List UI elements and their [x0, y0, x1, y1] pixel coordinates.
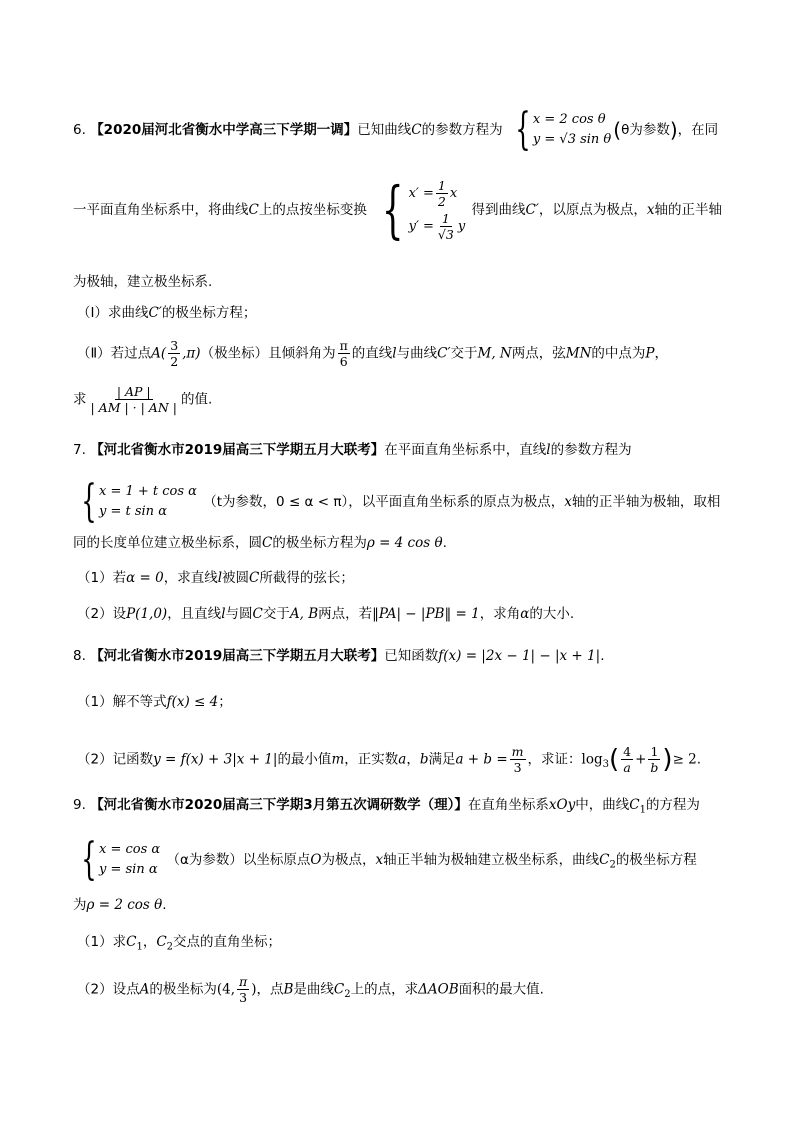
text: 面积的最大值.	[458, 981, 544, 998]
math-var: C	[333, 981, 345, 998]
text: 与曲线	[396, 345, 438, 362]
math-var: C	[599, 852, 610, 868]
text: （Ⅰ）求曲线	[77, 305, 149, 321]
text: 求	[73, 391, 87, 408]
q6-ask	[73, 384, 733, 415]
q6-part1	[77, 303, 737, 323]
numerator: 3	[170, 338, 179, 353]
q7-line2	[73, 476, 733, 527]
math-var: C	[156, 934, 167, 950]
numerator: 1	[650, 744, 659, 759]
denominator: 3	[239, 990, 248, 1005]
q9-part2	[77, 974, 737, 1005]
q7-line3	[73, 533, 733, 553]
brace: {	[382, 173, 404, 246]
text: ，在同	[677, 122, 719, 138]
text: 交于	[450, 345, 478, 362]
math-var: O	[310, 852, 322, 868]
question-source: 【河北省衡水市2019届高三下学期五月大联考】	[90, 442, 385, 458]
text: 与圆	[225, 606, 253, 622]
text: 两点，弦	[511, 345, 566, 362]
text: （Ⅱ）若过点	[77, 345, 152, 362]
text: ，点	[256, 981, 284, 998]
text: 两点，若	[318, 606, 373, 622]
text: 的参数方程为	[421, 122, 503, 138]
numerator: 1	[441, 211, 450, 226]
subscript: 2	[609, 859, 616, 871]
text: .	[696, 751, 702, 768]
text: 的极坐标为	[149, 981, 217, 998]
text: 所截得的弦长；	[259, 570, 354, 586]
text: （1）若	[77, 570, 127, 586]
text: .	[162, 897, 167, 913]
q9-line3	[73, 895, 733, 915]
math-expr: (4,	[216, 981, 235, 998]
text: 的极坐标方程	[615, 852, 697, 868]
text: 轴正半轴为极轴建立极坐标系，曲线	[383, 852, 600, 868]
numerator: 1	[437, 178, 446, 193]
math-var: C	[252, 606, 263, 622]
subscript: 2	[344, 989, 351, 1001]
q9-line2	[73, 834, 733, 885]
text: 上的点，求	[350, 981, 419, 998]
text: 一平面直角坐标系中，将曲线	[73, 202, 249, 218]
parametric-system	[75, 834, 161, 885]
system-row: x = 2 cos θ	[532, 112, 606, 127]
paren: )	[669, 118, 678, 142]
text: 轴的正半轴	[654, 202, 723, 218]
question-source: 【河北省衡水市2019届高三下学期五月大联考】	[90, 648, 385, 664]
text: （1）解不等式	[77, 694, 167, 710]
math-var: MN	[565, 345, 592, 362]
text: 同的长度单位建立极坐标系，圆	[73, 535, 262, 551]
text: 上的点按坐标变换	[258, 202, 367, 218]
denominator: √3	[437, 227, 454, 242]
math-expr: ,π)	[182, 345, 201, 362]
math-func: log	[581, 751, 603, 768]
text: 在平面直角坐标系中，直线	[384, 442, 547, 458]
q6-line1	[73, 104, 733, 155]
text: ，	[142, 934, 157, 950]
q7-part2	[77, 604, 737, 624]
math-expr: ΔAOB	[418, 981, 459, 998]
math-var: l	[221, 606, 226, 622]
text: 中，曲线	[575, 797, 630, 813]
numerator: π	[239, 974, 248, 989]
text: 是曲线	[293, 981, 334, 998]
denominator: 2	[437, 194, 446, 209]
denominator: a	[623, 760, 631, 775]
text: 的直线	[351, 345, 393, 362]
text: 的最小值	[277, 751, 332, 768]
math-expr: )	[251, 981, 257, 998]
math-expr: y = f(x) + 3|x + 1|	[153, 751, 278, 768]
text: 已知曲线	[357, 122, 412, 138]
text: ；	[218, 694, 232, 710]
brace: {	[515, 104, 531, 155]
denominator: 2	[170, 354, 179, 369]
math-var: P	[645, 345, 655, 362]
text: 满足	[428, 751, 456, 768]
text: ，以平面直角坐标系的原点为极点，	[348, 494, 565, 510]
text: ，以原点为极点，	[538, 202, 647, 218]
paren: )	[662, 744, 673, 775]
text: （2）设点	[77, 981, 140, 998]
math-var: x	[564, 494, 572, 510]
question-number: 9.	[73, 797, 86, 813]
math-var: M, N	[477, 345, 512, 362]
text: ，正实数	[344, 751, 399, 768]
question-source: 【河北省衡水市2020届高三下学期3月第五次调研数学（理）】	[90, 797, 468, 813]
math-var: B	[283, 981, 294, 998]
math-var: C	[629, 797, 640, 813]
math-var: C	[249, 570, 260, 586]
denominator: 3	[513, 760, 522, 775]
param-note: （t为参数，0 ≤ α < π）	[203, 494, 349, 510]
math-var: A	[139, 981, 150, 998]
q6-line2	[73, 173, 733, 246]
paren: (	[608, 744, 620, 775]
text: 被圆	[222, 570, 250, 586]
brace: {	[81, 476, 97, 527]
math-var: C	[411, 122, 422, 138]
math-var: l	[217, 570, 223, 586]
text: 的极坐标方程为	[272, 535, 367, 551]
transform-system	[373, 173, 466, 246]
system-row: x = cos α	[99, 842, 161, 857]
math-var: b	[419, 751, 429, 768]
text: 的极坐标方程；	[161, 305, 257, 321]
math-expr: ≥ 2	[672, 751, 697, 768]
text: ，求直线	[163, 570, 218, 586]
q6-line3	[73, 272, 733, 292]
math-var: A, B	[289, 606, 319, 622]
transform-row	[409, 178, 466, 209]
text: （极坐标）且倾斜角为	[200, 345, 336, 362]
math-var: a	[398, 751, 407, 768]
text: 的中点为	[591, 345, 646, 362]
parametric-system	[75, 476, 197, 527]
text: ，求角	[479, 606, 521, 622]
math-var: m	[331, 751, 345, 768]
system-row: y = √3 sin θ	[532, 132, 612, 147]
q8-part2	[77, 744, 737, 775]
param-note: θ为参数	[621, 122, 670, 138]
text: 的大小.	[529, 606, 575, 622]
text: 为极轴，建立极坐标系.	[73, 274, 213, 290]
text: y	[457, 219, 466, 234]
question-source: 【2020届河北省衡水中学高三下学期一调】	[90, 122, 358, 138]
math-expr: a + b =	[455, 751, 508, 768]
text: 得到曲线	[471, 202, 526, 218]
system-row: y = sin α	[99, 862, 158, 877]
math-expr: α = 0	[126, 570, 164, 586]
text: 在直角坐标系	[467, 797, 549, 813]
question-number: 7.	[73, 442, 86, 458]
text: 为极点，	[321, 852, 376, 868]
numerator: | AP |	[116, 384, 151, 399]
math-var: l	[546, 442, 551, 458]
text: 的方程为	[645, 797, 700, 813]
paren: (	[613, 118, 622, 142]
math-expr: ρ = 4 cos θ	[366, 535, 443, 551]
text: x	[449, 186, 458, 201]
math-var: xOy	[548, 797, 576, 813]
text: 的参数方程为	[550, 442, 632, 458]
q8-line1	[73, 646, 733, 666]
q7-line1	[73, 440, 733, 460]
math-expr: P(1,0)	[126, 606, 168, 622]
math-var: C′	[437, 345, 451, 362]
numerator: 4	[623, 744, 632, 759]
text: 的值.	[180, 391, 213, 408]
math-var: C	[126, 934, 137, 950]
subscript: 2	[166, 941, 174, 953]
system-row: x = 1 + t cos α	[99, 484, 197, 499]
text: y′ =	[408, 219, 434, 234]
text: 已知函数	[384, 648, 439, 664]
parametric-system	[509, 104, 612, 155]
question-number: 8.	[73, 648, 86, 664]
math-var: α	[520, 606, 530, 622]
q6-part2	[77, 338, 737, 369]
text: （2）记函数	[77, 751, 154, 768]
brace: {	[81, 834, 97, 885]
text: x′ =	[408, 186, 434, 201]
math-expr: A(	[151, 345, 167, 362]
denominator: | AM | · | AN |	[90, 400, 177, 415]
question-number: 6.	[73, 122, 86, 138]
denominator: b	[650, 760, 659, 775]
math-expr: ‖PA| − |PB‖ = 1	[372, 606, 480, 622]
math-var: x	[646, 202, 655, 218]
math-var: x	[375, 852, 384, 868]
system-row: y = t sin α	[99, 504, 167, 519]
q9-part1	[77, 932, 737, 958]
text: ，	[406, 751, 420, 768]
math-expr: f(x) = |2x − 1| − |x + 1|	[438, 648, 601, 664]
text: （1）求	[77, 934, 127, 950]
text: .	[442, 535, 447, 551]
text: ，	[654, 345, 668, 362]
transform-row	[409, 211, 466, 242]
text: .	[600, 648, 605, 664]
denominator: 6	[339, 354, 348, 369]
text: 交于	[262, 606, 290, 622]
plus-sign: +	[635, 751, 647, 768]
text: 轴的正半轴为极轴，取相	[571, 494, 721, 510]
text: ，且直线	[167, 606, 222, 622]
math-expr: ρ = 2 cos θ	[86, 897, 163, 913]
q7-part1	[77, 568, 737, 588]
subscript: 1	[639, 804, 646, 816]
math-expr: f(x) ≤ 4	[166, 694, 219, 710]
math-var: C	[248, 202, 259, 218]
q9-line1	[73, 795, 733, 821]
math-var: C	[262, 535, 273, 551]
numerator: π	[339, 338, 348, 353]
math-var: C′	[148, 305, 162, 321]
math-var: C′	[525, 202, 539, 218]
text: 交点的直角坐标；	[173, 934, 282, 950]
text: ，求证：	[527, 751, 582, 768]
text: （2）设	[77, 606, 127, 622]
log-base: 3	[602, 759, 609, 771]
text: 为	[73, 897, 87, 913]
numerator: m	[511, 744, 524, 759]
math-var: l	[392, 345, 397, 362]
param-note: （α为参数）以坐标原点	[166, 852, 311, 868]
subscript: 1	[136, 941, 143, 953]
q8-part1	[77, 692, 737, 712]
